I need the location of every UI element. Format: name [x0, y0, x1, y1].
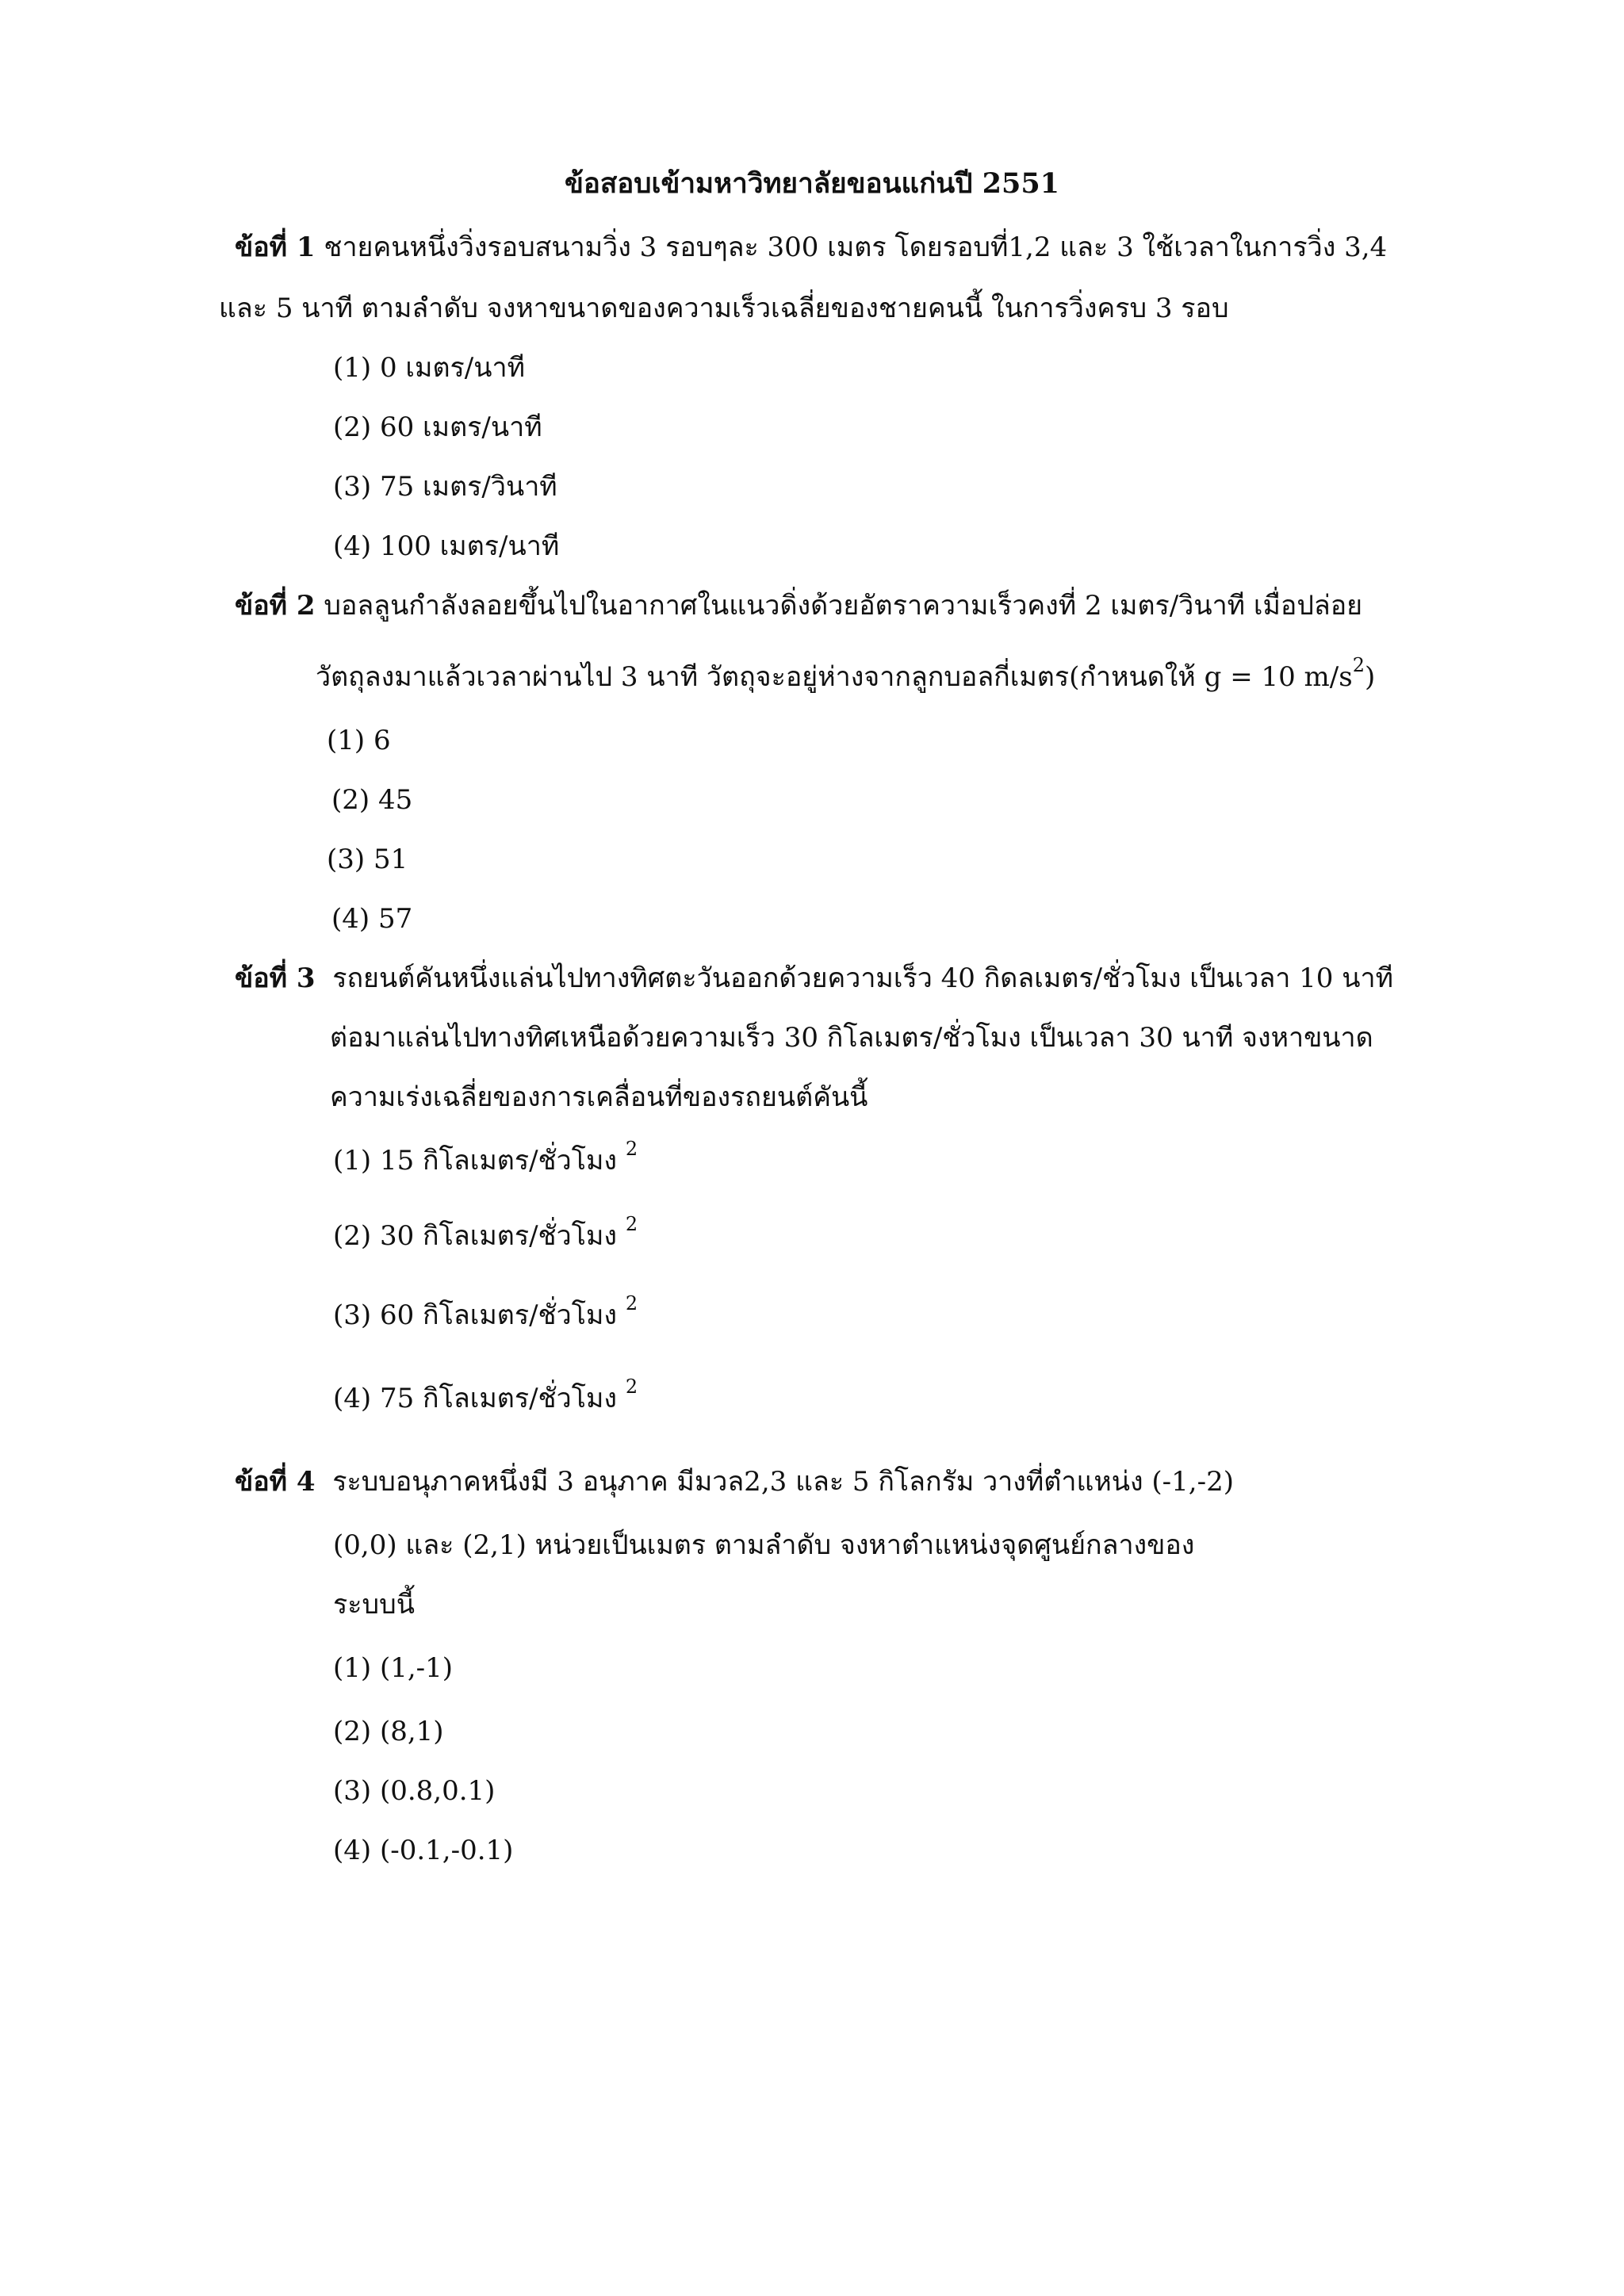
question-4-text-1: ระบบอนุภาคหนึ่งมี 3 อนุภาค มีมวล2,3 และ 5 กิโลกรัม วางที่ตำแหน่ง (-1,-2)	[332, 1466, 1234, 1498]
question-2-choice-3: (3) 51	[327, 844, 408, 875]
question-4-line-1	[235, 1463, 1234, 1501]
question-2-choice-1: (1) 6	[327, 725, 391, 756]
question-2-text-1: บอลลูนกำลังลอยขึ้นไปในอากาศในแนวดิ่งด้วยอัตราความเร็วคงที่ 2 เมตร/วินาที เมื่อปล่อย	[324, 590, 1363, 622]
question-2-text-2: วัตถุลงมาแล้วเวลาผ่านไป 3 นาที วัตถุจะอยู่ห่างจากลูกบอลกี่เมตร(กำหนดให้ g = 10 m/s	[316, 661, 1353, 693]
question-1-line-2: และ 5 นาที ตามลำดับ จงหาขนาดของความเร็วเฉลี่ยของชายคนนี้ ในการวิ่งครบ 3 รอบ	[219, 293, 1229, 324]
question-1-choice-1: (1) 0 เมตร/นาที	[333, 352, 525, 384]
question-1-line-1	[235, 228, 1387, 266]
question-1-choice-2: (2) 60 เมตร/นาที	[333, 411, 542, 443]
question-3-number: ข้อที่ 3	[235, 962, 316, 994]
question-3-choice-2-text: (2) 30 กิโลเมตร/ชั่วโมง	[333, 1220, 617, 1252]
question-4-choice-3: (3) (0.8,0.1)	[333, 1775, 496, 1807]
question-3-choice-4-text: (4) 75 กิโลเมตร/ชั่วโมง	[333, 1383, 617, 1414]
question-2-choice-4: (4) 57	[331, 903, 413, 935]
question-1-choice-4: (4) 100 เมตร/นาที	[333, 530, 560, 562]
question-3-line-1	[235, 959, 1393, 997]
superscript-2: 2	[625, 1376, 638, 1398]
question-2-line-1	[235, 587, 1362, 625]
question-3-choice-3	[333, 1292, 638, 1337]
question-3-line-2: ต่อมาแล่นไปทางทิศเหนือด้วยความเร็ว 30 กิโลเมตร/ชั่วโมง เป็นเวลา 30 นาที จงหาขนาด	[330, 1022, 1373, 1054]
question-3-choice-3-text: (3) 60 กิโลเมตร/ชั่วโมง	[333, 1299, 617, 1331]
question-3-choice-2	[333, 1213, 638, 1257]
question-2-number: ข้อที่ 2	[235, 590, 316, 622]
superscript-2: 2	[625, 1138, 638, 1160]
question-2-line-2	[316, 654, 1376, 698]
question-1-choice-3: (3) 75 เมตร/วินาที	[333, 471, 557, 503]
question-3-choice-4	[333, 1376, 638, 1420]
page-title: ข้อสอบเข้ามหาวิทยาลัยขอนแก่นปี 2551	[564, 167, 1060, 200]
question-4-choice-1: (1) (1,-1)	[333, 1652, 454, 1684]
superscript-2: 2	[1352, 654, 1365, 676]
question-1-number: ข้อที่ 1	[235, 232, 316, 263]
question-4-number: ข้อที่ 4	[235, 1466, 316, 1498]
question-4-line-3: ระบบนี้	[333, 1589, 415, 1621]
question-4-line-2: (0,0) และ (2,1) หน่วยเป็นเมตร ตามลำดับ จงหาตำแหน่งจุดศูนย์กลางของ	[333, 1529, 1195, 1561]
question-2-choice-2: (2) 45	[331, 784, 413, 816]
question-3-text-1: รถยนต์คันหนึ่งแล่นไปทางทิศตะวันออกด้วยความเร็ว 40 กิดลเมตร/ชั่วโมง เป็นเวลา 10 นาที	[332, 962, 1393, 994]
question-4-choice-2: (2) (8,1)	[333, 1716, 444, 1747]
question-3-choice-1	[333, 1138, 638, 1182]
question-2-text-2-end: )	[1365, 661, 1376, 693]
question-4-choice-4: (4) (-0.1,-0.1)	[333, 1835, 514, 1866]
superscript-2: 2	[625, 1292, 638, 1314]
question-1-text-1: ชายคนหนึ่งวิ่งรอบสนามวิ่ง 3 รอบๆละ 300 เมตร โดยรอบที่1,2 และ 3 ใช้เวลาในการวิ่ง 3,4	[324, 232, 1388, 263]
question-3-choice-1-text: (1) 15 กิโลเมตร/ชั่วโมง	[333, 1145, 617, 1177]
superscript-2: 2	[625, 1213, 638, 1235]
question-3-line-3: ความเร่งเฉลี่ยของการเคลื่อนที่ของรถยนต์คันนี้	[330, 1081, 868, 1113]
